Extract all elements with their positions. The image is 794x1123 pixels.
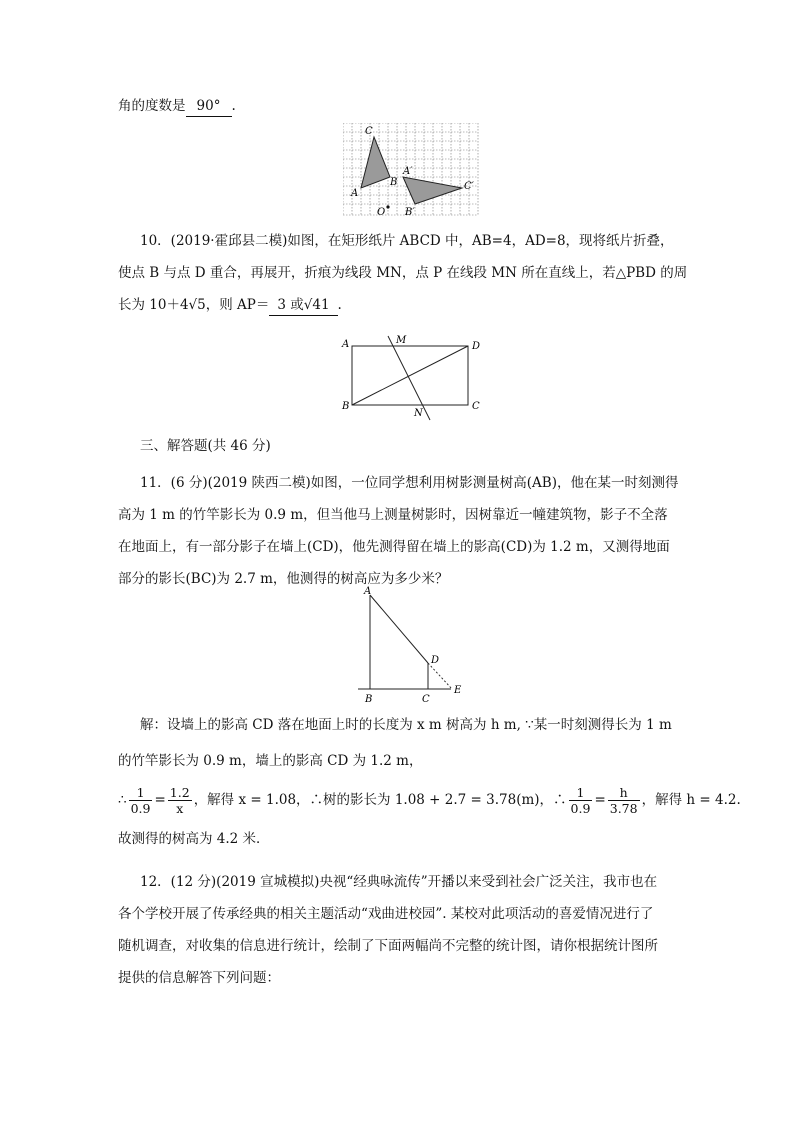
q11-line3: 在地面上，有一部分影子在墙上(CD)，他先测得留在墙上的影高(CD)为 1.2 m，又测得地面 <box>118 539 670 555</box>
q9-line <box>118 96 236 117</box>
solution-line2: 的竹竿影长为 0.9 m，墙上的影高 CD 为 1.2 m， <box>118 753 423 769</box>
label-m: M <box>396 335 407 346</box>
fraction-1.2-over-x: $\frac{1.2}{x}$ <box>169 785 190 816</box>
equals-sign-b: = <box>594 792 606 808</box>
label-c: C <box>422 694 430 705</box>
label-d: D <box>472 341 481 352</box>
label-b: B <box>390 177 398 188</box>
equals-sign: = <box>154 792 166 808</box>
fraction-h-over-3.78: $\frac{h}{3.78}$ <box>609 785 638 816</box>
solution-line3 <box>118 783 741 817</box>
q10-line1: 10．(2019·霍邱县二模)如图，在矩形纸片 ABCD 中，AB=4，AD=8，现将纸片折叠， <box>140 233 674 249</box>
figure-9-grid <box>343 123 479 216</box>
label-b-prime: B′ <box>405 207 415 216</box>
q11-line4: 部分的影长(BC)为 2.7 m，他测得的树高应为多少米？ <box>118 571 449 587</box>
label-a-prime: A′ <box>403 166 413 177</box>
triangle-a1b1c1 <box>403 177 462 204</box>
q10-answer: 3 或√41 <box>269 295 337 316</box>
q10-line3-prefix: 长为 10＋4√5，则 AP＝ <box>118 297 270 313</box>
dashed-ray-de <box>428 663 452 689</box>
sun-ray-ad <box>370 595 428 663</box>
fraction-1-over-0.9: $\frac{1}{0.9}$ <box>130 785 151 816</box>
solution-middle-text: ，解得 x = 1.08，∴树的影长为 1.08 + 2.7 = 3.78(m)，∴ <box>193 792 567 808</box>
q11-line2: 高为 1 m 的竹竿影长为 0.9 m，但当他马上测量树影时，因树靠近一幢建筑物，影子不全落 <box>118 507 668 523</box>
label-a: A <box>364 586 372 597</box>
label-e: E <box>454 685 462 696</box>
figure-10-rectangle <box>338 332 488 424</box>
label-d: D <box>431 655 440 666</box>
q10-line3 <box>118 295 342 316</box>
label-c-prime: C′ <box>464 181 474 192</box>
label-a: A <box>342 339 350 350</box>
q10-line3-suffix: . <box>337 297 342 313</box>
label-c: C <box>472 401 480 412</box>
solution-line4: 故测得的树高为 4.2 米． <box>118 831 270 847</box>
fraction-1-over-0.9-b: $\frac{1}{0.9}$ <box>570 785 591 816</box>
solution-end-text: ，解得 h = 4.2. <box>641 792 741 808</box>
label-b: B <box>342 401 350 412</box>
q9-prefix: 角的度数是 <box>118 98 186 114</box>
q12-line3: 随机调查，对收集的信息进行统计，绘制了下面两幅尚不完整的统计图，请你根据统计图所 <box>118 938 658 954</box>
diagonal-bd <box>352 346 468 405</box>
q11-line1: 11．(6 分)(2019 陕西二模)如图，一位同学想利用树影测量树高(AB)，他在某一时刻测得 <box>140 475 679 491</box>
q10-line2: 使点 B 与点 D 重合，再展开，折痕为线段 MN，点 P 在线段 MN 所在直线上，若△PBD 的周 <box>118 265 688 281</box>
label-o: O <box>377 207 386 216</box>
solution-line1: 解：设墙上的影高 CD 落在地面上时的长度为 x m 树高为 h m, ∵某一时刻测得长为 1 m <box>140 717 672 733</box>
q12-line1: 12．(12 分)(2019 宣城模拟)央视“经典咏流传”开播以来受到社会广泛关注，我市也在 <box>140 874 658 890</box>
q9-suffix: . <box>231 98 236 114</box>
figure-11-tree-shadow <box>356 585 476 707</box>
point-o <box>386 205 389 208</box>
q9-answer: 90° <box>186 96 232 117</box>
therefore-symbol: ∴ <box>118 792 127 808</box>
label-c: C <box>365 126 373 137</box>
q12-line4: 提供的信息解答下列问题： <box>118 970 280 986</box>
triangle-abc <box>361 137 390 188</box>
label-a: A <box>351 188 359 199</box>
label-b: B <box>365 694 373 705</box>
q12-line2: 各个学校开展了传承经典的相关主题活动“戏曲进校园”. 某校对此项活动的喜爱情况进行了 <box>118 906 654 922</box>
label-n: N <box>414 408 423 419</box>
section-3-heading: 三、解答题(共 46 分) <box>140 438 271 454</box>
fold-line-mn <box>388 336 430 420</box>
